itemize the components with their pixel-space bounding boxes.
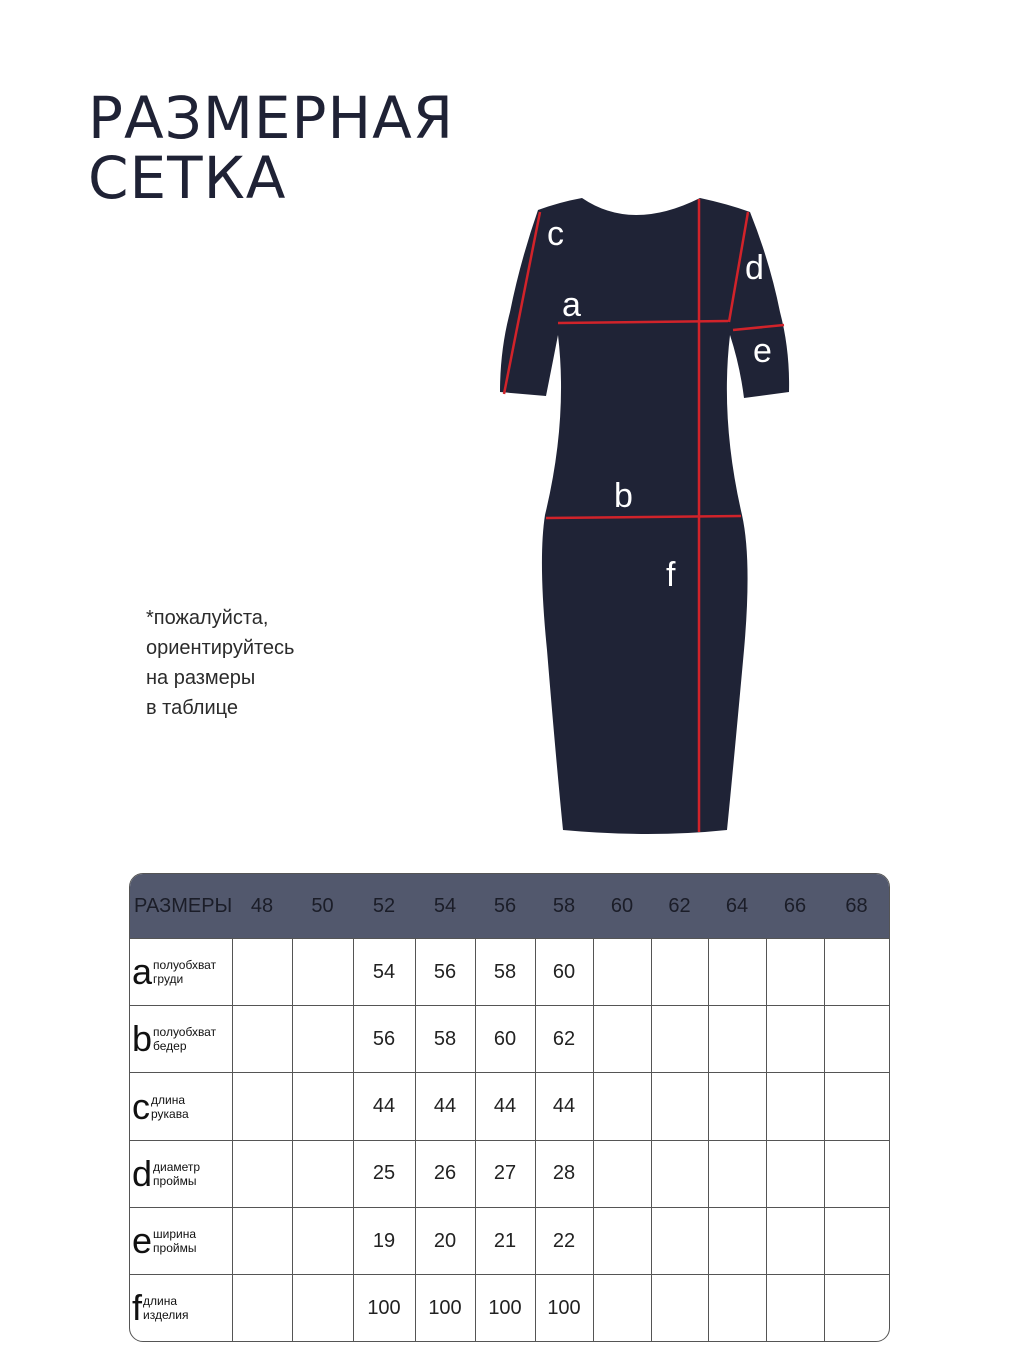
row-label-c [130, 1073, 232, 1140]
table-cell: 58 [475, 939, 535, 1006]
table-header-row [130, 874, 889, 939]
size-header-54: 54 [415, 874, 475, 939]
row-description-line-2: проймы [153, 1241, 197, 1256]
table-cell [593, 939, 651, 1006]
row-label-a [130, 939, 232, 1006]
table-cell [232, 1006, 292, 1073]
row-label-b [130, 1006, 232, 1073]
table-cell: 56 [353, 1006, 415, 1073]
size-table [129, 873, 890, 1342]
table-cell [232, 1275, 292, 1341]
row-letter: d [132, 1152, 153, 1194]
table-cell [593, 1207, 651, 1274]
table-cell [651, 939, 708, 1006]
table-cell [708, 1073, 766, 1140]
dress-label-c: c [547, 215, 564, 253]
row-letter: e [132, 1220, 153, 1262]
table-cell [708, 1140, 766, 1207]
table-cell [232, 939, 292, 1006]
row-description-line-2: груди [153, 972, 184, 987]
table-cell [651, 1275, 708, 1341]
table-row [130, 939, 889, 1006]
table-cell: 100 [415, 1275, 475, 1341]
dress-label-a: a [562, 286, 581, 324]
table-cell [292, 1207, 353, 1274]
table-cell [824, 1073, 889, 1140]
dress-label-d: d [745, 249, 764, 287]
table-cell: 44 [535, 1073, 593, 1140]
table-cell [708, 1006, 766, 1073]
table-cell: 44 [415, 1073, 475, 1140]
size-header-48: 48 [232, 874, 292, 939]
dress-label-e: e [753, 332, 772, 370]
sizing-note-line-1: *пожалуйста, [146, 607, 269, 629]
row-description [153, 958, 216, 986]
sizing-note-line-4: в таблице [146, 697, 238, 719]
row-description-line-1: ширина [153, 1227, 197, 1242]
dress-label-f: f [666, 556, 676, 594]
table-cell [292, 1073, 353, 1140]
row-letter: a [132, 951, 153, 993]
header-label: РАЗМЕРЫ [130, 874, 232, 939]
table-cell [232, 1140, 292, 1207]
table-cell [766, 1006, 824, 1073]
page-title-line-2: СЕТКА [88, 144, 287, 212]
size-header-56: 56 [475, 874, 535, 939]
table-cell [651, 1207, 708, 1274]
table-cell: 58 [415, 1006, 475, 1073]
size-header-50: 50 [292, 874, 353, 939]
size-header-64: 64 [708, 874, 766, 939]
size-header-66: 66 [766, 874, 824, 939]
row-description-line-1: диаметр [153, 1159, 201, 1174]
table-cell [708, 939, 766, 1006]
row-description-line-2: рукава [151, 1106, 189, 1121]
size-table-grid [130, 874, 889, 1341]
size-header-68: 68 [824, 874, 889, 939]
table-cell: 60 [475, 1006, 535, 1073]
table-row [130, 1275, 889, 1341]
row-letter: c [132, 1085, 150, 1127]
table-cell [593, 1073, 651, 1140]
table-cell [708, 1207, 766, 1274]
table-cell [593, 1140, 651, 1207]
table-cell: 56 [415, 939, 475, 1006]
size-header-52: 52 [353, 874, 415, 939]
table-body [130, 939, 889, 1342]
row-description-line-2: изделия [143, 1308, 189, 1323]
row-description [153, 1160, 200, 1188]
table-cell: 21 [475, 1207, 535, 1274]
page-title-line-1: РАЗМЕРНАЯ [88, 84, 455, 152]
row-description [143, 1294, 188, 1322]
row-label-f [130, 1275, 232, 1341]
sizing-note-line-2: ориентируйтесь [146, 637, 295, 659]
table-cell [824, 1006, 889, 1073]
table-cell [766, 939, 824, 1006]
table-cell [651, 1006, 708, 1073]
table-cell: 62 [535, 1006, 593, 1073]
row-description-line-1: полуобхват [153, 1025, 217, 1040]
table-cell [593, 1006, 651, 1073]
table-cell: 54 [353, 939, 415, 1006]
table-cell [824, 1140, 889, 1207]
table-cell [651, 1140, 708, 1207]
table-cell: 100 [535, 1275, 593, 1341]
table-cell [292, 1275, 353, 1341]
table-cell [292, 1006, 353, 1073]
row-description [151, 1093, 189, 1121]
table-cell [766, 1207, 824, 1274]
size-header-58: 58 [535, 874, 593, 939]
table-cell: 28 [535, 1140, 593, 1207]
sizing-note-line-3: на размеры [146, 667, 256, 689]
row-description-line-2: проймы [153, 1173, 197, 1188]
dress-label-b: b [614, 477, 633, 515]
table-cell [232, 1073, 292, 1140]
row-description-line-1: длина [151, 1092, 186, 1107]
table-cell: 60 [535, 939, 593, 1006]
table-cell [708, 1275, 766, 1341]
size-header-60: 60 [593, 874, 651, 939]
table-cell [824, 1275, 889, 1341]
table-cell: 100 [475, 1275, 535, 1341]
row-description [153, 1025, 216, 1053]
table-cell: 44 [353, 1073, 415, 1140]
table-cell [766, 1275, 824, 1341]
table-cell [292, 939, 353, 1006]
row-description-line-2: бедер [153, 1039, 187, 1054]
table-cell: 100 [353, 1275, 415, 1341]
sizing-note [146, 603, 294, 723]
table-row [130, 1140, 889, 1207]
table-cell [232, 1207, 292, 1274]
table-cell: 27 [475, 1140, 535, 1207]
table-cell: 26 [415, 1140, 475, 1207]
table-cell: 25 [353, 1140, 415, 1207]
row-description [153, 1227, 196, 1255]
row-description-line-1: длина [143, 1294, 178, 1309]
table-cell: 20 [415, 1207, 475, 1274]
table-cell: 44 [475, 1073, 535, 1140]
table-row [130, 1073, 889, 1140]
table-row [130, 1207, 889, 1274]
table-cell [292, 1140, 353, 1207]
table-cell [824, 939, 889, 1006]
row-letter: b [132, 1018, 153, 1060]
row-label-e [130, 1207, 232, 1274]
table-cell [766, 1073, 824, 1140]
table-cell: 22 [535, 1207, 593, 1274]
table-cell [824, 1207, 889, 1274]
table-cell: 19 [353, 1207, 415, 1274]
row-description-line-1: полуобхват [153, 958, 217, 973]
table-cell [593, 1275, 651, 1341]
row-letter: f [132, 1287, 143, 1329]
table-cell [766, 1140, 824, 1207]
table-cell [651, 1073, 708, 1140]
table-row [130, 1006, 889, 1073]
size-header-62: 62 [651, 874, 708, 939]
row-label-d [130, 1140, 232, 1207]
